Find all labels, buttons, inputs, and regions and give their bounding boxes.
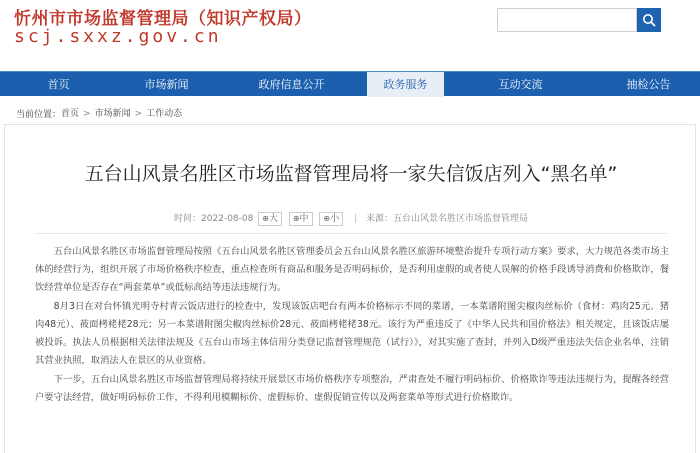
font-size-small-label: 小 bbox=[330, 214, 340, 224]
site-header bbox=[0, 0, 700, 70]
main-nav bbox=[0, 71, 700, 96]
site-domain: scj.sxxz.gov.cn bbox=[14, 26, 222, 47]
meta-divider: | bbox=[354, 214, 358, 224]
breadcrumb-separator: > bbox=[83, 108, 91, 119]
article-meta bbox=[5, 211, 697, 226]
font-size-small-button[interactable] bbox=[319, 212, 343, 226]
breadcrumb-work-news[interactable]: 工作动态 bbox=[146, 109, 183, 119]
font-size-large-button[interactable] bbox=[258, 212, 282, 226]
nav-item-inspection[interactable]: 抽检公告 bbox=[626, 78, 671, 91]
nav-item-home[interactable]: 首页 bbox=[47, 78, 70, 91]
article-container bbox=[4, 124, 696, 453]
nav-item-interaction[interactable]: 互动交流 bbox=[498, 78, 543, 91]
breadcrumb-home[interactable]: 首页 bbox=[61, 109, 80, 119]
nav-item-gov-info[interactable]: 政府信息公开 bbox=[258, 78, 325, 91]
article-source: 来源：五台山风景名胜区市场监督管理局 bbox=[365, 214, 528, 224]
title-divider bbox=[35, 233, 667, 234]
search-input[interactable] bbox=[497, 8, 637, 32]
nav-item-gov-services[interactable]: 政务服务 bbox=[367, 72, 444, 97]
breadcrumb bbox=[16, 106, 182, 120]
search-icon bbox=[642, 13, 656, 27]
breadcrumb-prefix: 当前位置： bbox=[16, 110, 62, 120]
font-size-medium-label: 中 bbox=[299, 214, 309, 224]
publish-time: 时间：2022-08-08 bbox=[174, 214, 254, 224]
article-paragraph: 8月3日在对台怀镇光明寺村青云饭店进行的检查中，发现该饭店吧台有两本价格标示不同的菜谱，一本菜谱附图尖椒肉丝标价（食材：鸡肉25元、猪肉48元）、莜面栲栳栳28元；另一本菜谱附图尖椒肉丝标价28元、莜面栲栳栳38元。该行为严重违反了《中华人民共和国价格法》相关规定，且该饭店屡被投诉。执法人员根据相关法律法规及《五台山市场主体信用分类登记监督管理规范（试行）》，对其实施了查封，并列入D级严重违法失信企业名单，注销其营业执照，取消法人在景区的从业资格。 bbox=[35, 301, 669, 366]
breadcrumb-market-news[interactable]: 市场新闻 bbox=[94, 109, 131, 119]
article-title: 五台山风景名胜区市场监督管理局将一家失信饭店列入“黑名单” bbox=[84, 163, 618, 185]
search-button[interactable] bbox=[637, 8, 661, 32]
magnifier-icon: ⊕ bbox=[292, 214, 300, 223]
nav-item-market-news[interactable]: 市场新闻 bbox=[144, 78, 189, 91]
site-title[interactable]: 忻州市市场监督管理局（知识产权局） bbox=[14, 9, 312, 29]
font-size-medium-button[interactable] bbox=[289, 212, 313, 226]
article-body bbox=[35, 243, 669, 408]
magnifier-icon: ⊕ bbox=[262, 214, 269, 223]
font-size-large-label: 大 bbox=[268, 214, 278, 224]
breadcrumb-separator: > bbox=[134, 108, 143, 119]
magnifier-icon: ⊕ bbox=[323, 214, 331, 223]
article-paragraph: 下一步，五台山风景名胜区市场监督管理局将持续开展景区市场价格秩序专项整治，严肃查处不履行明码标价、价格欺诈等违法违规行为，提醒各经营户要守法经营，做好明码标价工作，不得利用模糊标价、虚假标价、虚假促销宣传以及两套菜单等形式进行价格欺诈。 bbox=[35, 374, 669, 403]
article-paragraph: 五台山风景名胜区市场监督管理局按照《五台山风景名胜区管理委员会五台山风景名胜区旅游环境整治提升专项行动方案》要求，大力规范各类市场主体的经营行为，组织开展了市场价格秩序检查，重点检查所有商品和服务是否明码标价，是否利用虚假的或者使人误解的价格手段诱导消费和价格欺诈，餐饮经营单位是否存在“两套菜单”或低标高结等违法违规行为。 bbox=[35, 246, 669, 293]
